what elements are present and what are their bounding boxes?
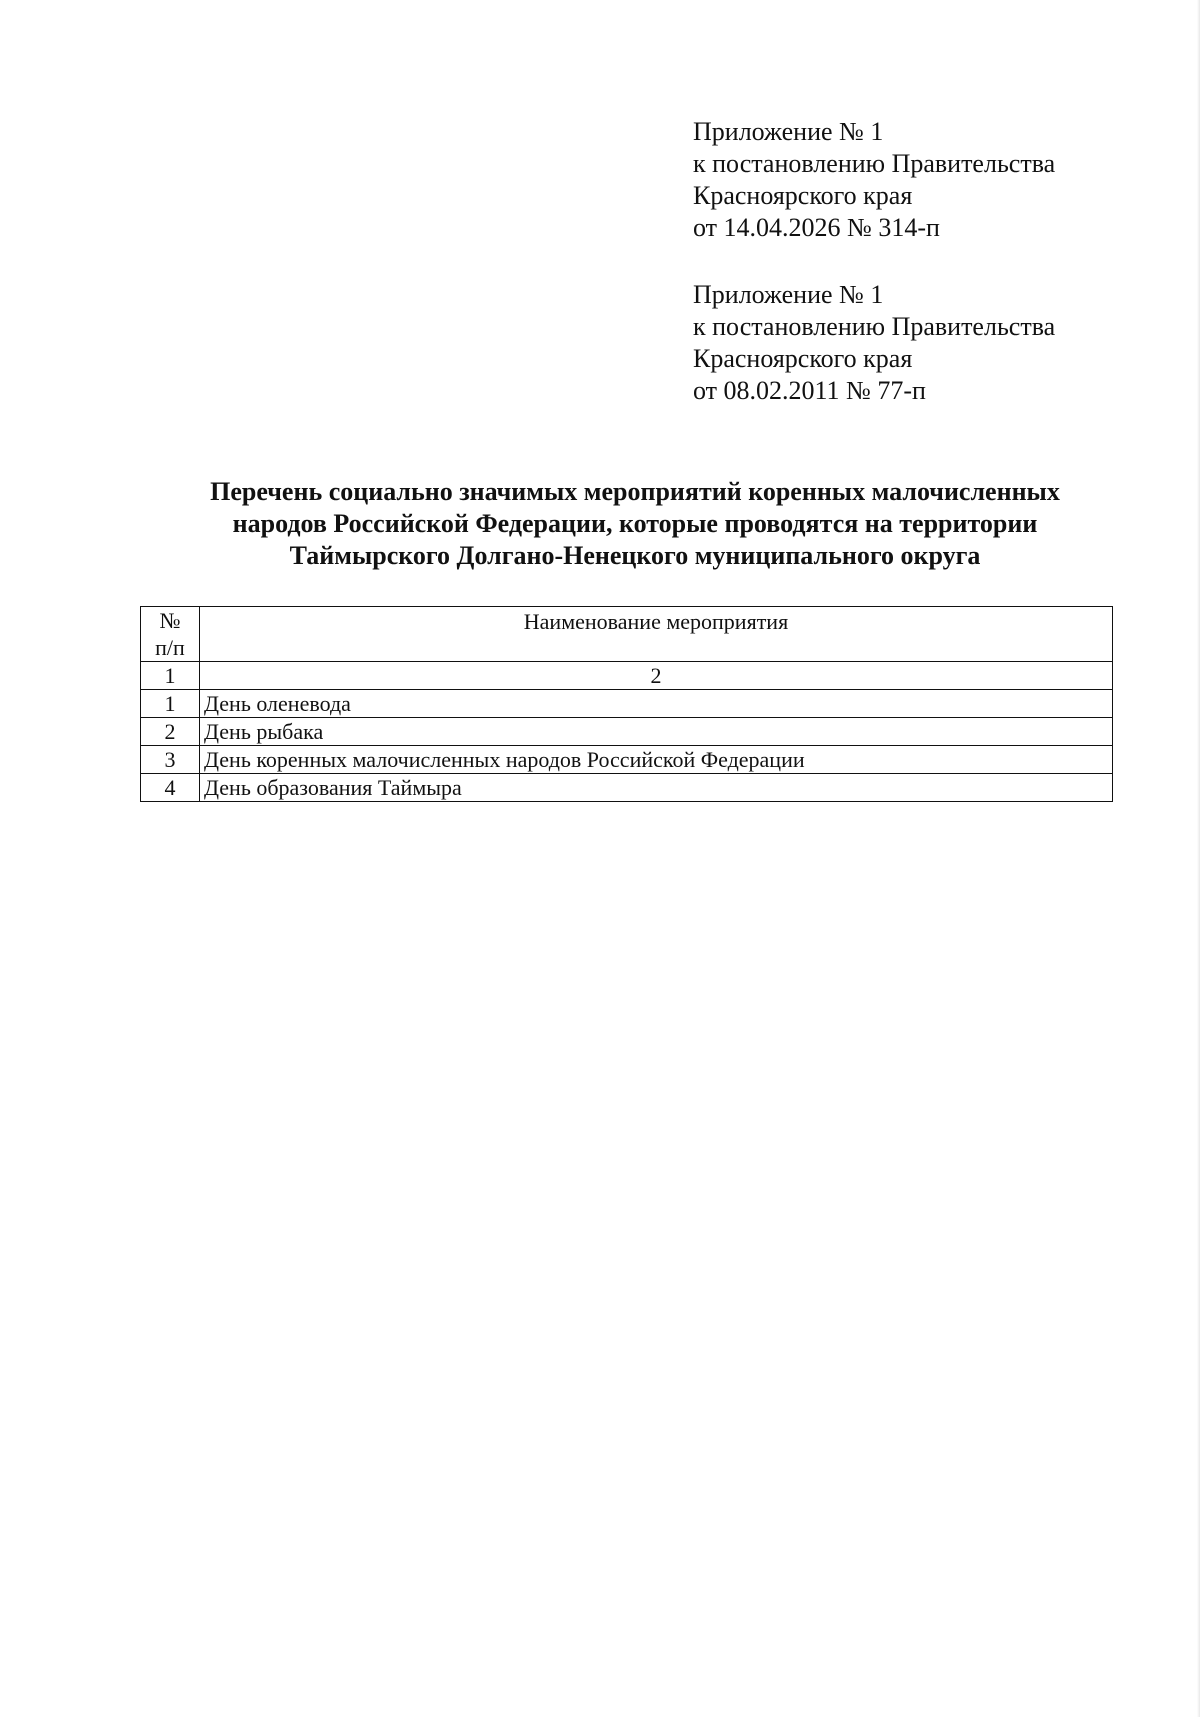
header-number-cell (141, 607, 200, 662)
appendix-region: Красноярского края (693, 344, 913, 373)
row-number: 4 (141, 774, 200, 802)
header-name-cell: Наименование мероприятия (200, 607, 1113, 662)
event-name: День коренных малочисленных народов Российской Федерации (200, 746, 1113, 774)
appendix-reference: к постановлению Правительства (693, 312, 1056, 341)
header-number-abbrev: п/п (155, 635, 185, 660)
table-row (141, 690, 1113, 718)
header-number-sign: № (159, 608, 181, 633)
events-table (140, 606, 1113, 802)
column-number-2: 2 (200, 662, 1113, 690)
row-number: 2 (141, 718, 200, 746)
title-line-3: Таймырского Долгано-Ненецкого муниципального округа (289, 541, 981, 570)
appendix-header-original (693, 279, 1055, 407)
table-row (141, 746, 1113, 774)
table-row (141, 718, 1113, 746)
appendix-region: Красноярского края (693, 181, 913, 210)
event-name: День оленевода (200, 690, 1113, 718)
table-header-row (141, 607, 1113, 662)
appendix-number: Приложение № 1 (693, 280, 884, 309)
column-numbers-row (141, 662, 1113, 690)
document-title (120, 476, 1150, 572)
row-number: 1 (141, 690, 200, 718)
column-number-1: 1 (141, 662, 200, 690)
appendix-number: Приложение № 1 (693, 117, 884, 146)
appendix-date-number: от 14.04.2026 № 314-п (693, 213, 940, 242)
title-line-2: народов Российской Федерации, которые проводятся на территории (232, 509, 1038, 538)
appendix-date-number: от 08.02.2011 № 77-п (693, 376, 926, 405)
appendix-header-current (693, 116, 1055, 244)
row-number: 3 (141, 746, 200, 774)
event-name: День рыбака (200, 718, 1113, 746)
appendix-reference: к постановлению Правительства (693, 149, 1056, 178)
title-line-1: Перечень социально значимых мероприятий коренных малочисленных (210, 477, 1060, 506)
event-name: День образования Таймыра (200, 774, 1113, 802)
table-row (141, 774, 1113, 802)
